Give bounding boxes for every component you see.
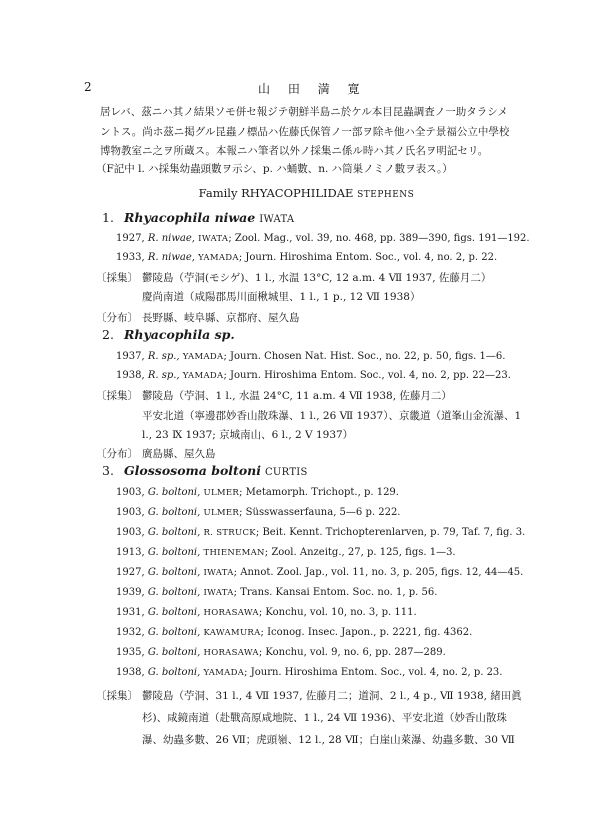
species-name: Rhyacophila sp. <box>124 327 235 342</box>
collection-line: 鬱陵島（苧洞、1 l., 水温 24°C, 11 a.m. 4 Ⅶ 1938, 佐藤月二） <box>142 390 452 402</box>
species-author: CURTIS <box>264 467 308 478</box>
species-number: 2. <box>102 327 114 342</box>
distribution-label: 〔分布〕 <box>96 312 138 324</box>
species-author: IWATA <box>259 214 295 225</box>
collection-label: 〔採集〕 <box>96 272 138 284</box>
collection-line: 鬱陵島（苧洞、31 l., 4 Ⅶ 1937, 佐藤月二；道洞、2 l., 4 p., Ⅶ 1938, 緒田眞 <box>142 690 522 702</box>
species-number: 1. <box>102 210 114 225</box>
collection-line: 平安北道（寧邊郡妙香山散珠瀑、1 l., 26 Ⅶ 1937）、京畿道（道峯山金流瀑、1 <box>142 410 522 422</box>
reference-line: 1938, G. boltoni, YAMADA; Journ. Hiroshima Entom. Soc., vol. 4, no. 2, p. 23. <box>116 667 503 678</box>
reference-line: 1932, G. boltoni, KAWAMURA; Iconog. Insec. Japon., p. 2221, fig. 4362. <box>116 627 473 638</box>
collection-label: 〔採集〕 <box>96 390 138 402</box>
species-name: Rhyacophila niwae <box>124 210 256 225</box>
reference-line: 1927, R. niwae, IWATA; Zool. Mag., vol. 39, no. 468, pp. 389—390, figs. 191—192. <box>116 233 530 244</box>
intro-line: ントス。尚ホ茲ニ掲グル昆蟲ノ標品ハ佐藤氏保管ノ一部ヲ除キ他ハ全テ景福公立中學校 <box>100 126 510 138</box>
species-name: Glossosoma boltoni <box>124 463 261 478</box>
family-author: STEPHENS <box>357 190 415 200</box>
reference-line: 1937, R. sp., YAMADA; Journ. Chosen Nat. Hist. Soc., no. 22, p. 50, figs. 1—6. <box>116 351 506 362</box>
reference-line: 1913, G. boltoni, THIENEMAN; Zool. Anzeitg., 27, p. 125, figs. 1—3. <box>116 547 456 558</box>
distribution-text: 長野縣、岐阜縣、京都府、屋久島 <box>142 312 300 324</box>
collection-line: l., 23 Ⅸ 1937; 京城南山、6 l., 2 Ⅴ 1937） <box>142 429 354 441</box>
running-title: 山 田 満 寛 <box>258 82 367 96</box>
species-heading <box>102 210 294 225</box>
family-heading <box>0 186 613 200</box>
collection-line: 鬱陵島（苧洞(モシゲ)、1 l., 水温 13°C, 12 a.m. 4 Ⅶ 1937, 佐藤月二） <box>142 272 492 284</box>
reference-line: 1927, G. boltoni, IWATA; Annot. Zool. Jap., vol. 11, no. 3, p. 205, figs. 12, 44—45. <box>116 567 524 578</box>
reference-line: 1903, G. boltoni, R. STRUCK; Beit. Kennt. Trichopterenlarven, p. 79, Taf. 7, fig. 3. <box>116 527 526 538</box>
species-heading <box>102 463 308 478</box>
distribution-label: 〔分布〕 <box>96 448 138 460</box>
collection-line: 瀑、幼蟲多數、26 Ⅶ；虎頭嶺、12 l., 28 Ⅶ；白崖山萊瀑、幼蟲多數、30 Ⅶ <box>142 734 515 746</box>
reference-line: 1903, G. boltoni, ULMER; Metamorph. Trichopt., p. 129. <box>116 487 399 498</box>
reference-line: 1938, R. sp., YAMADA; Journ. Hiroshima Entom. Soc., vol. 4, no. 2, pp. 22—23. <box>116 370 511 381</box>
reference-line: 1933, R. niwae, YAMADA; Journ. Hiroshima Entom. Soc., vol. 4, no. 2, p. 22. <box>116 252 498 263</box>
species-number: 3. <box>102 463 114 478</box>
intro-line: 居レバ、茲ニハ其ノ結果ソモ併セ報ジテ朝鮮半島ニ於ケル本目昆蟲調査ノ一助タラシメ <box>100 106 508 118</box>
intro-line: 博物教室ニ之ヲ所蔵ス。本報ニハ筆者以外ノ採集ニ係ル時ハ其ノ氏名ヲ明記セリ。 <box>100 145 489 157</box>
reference-line: 1931, G. boltoni, HORASAWA; Konchu, vol. 10, no. 3, p. 111. <box>116 607 417 618</box>
collection-line: 杉)、咸鏡南道（赴戰高原咸地院、1 l., 24 Ⅶ 1936)、平安北道（妙香山散珠 <box>142 712 507 724</box>
intro-note: （F記中 l. ハ採集幼蟲頭數ヲ示シ、p. ハ蛹數、n. ハ筒巣ノミノ數ヲ表ス。） <box>96 163 453 175</box>
collection-line: 慶尚南道（咸陽郡馬川面楸城里、1 l., 1 p., 12 Ⅶ 1938） <box>142 291 421 303</box>
distribution-text: 廣島縣、屋久島 <box>142 448 216 460</box>
reference-line: 1939, G. boltoni, IWATA; Trans. Kansai Entom. Soc. no. 1, p. 56. <box>116 587 438 598</box>
reference-line: 1935, G. boltoni, HORASAWA; Konchu, vol. 9, no. 6, pp. 287—289. <box>116 647 446 658</box>
reference-line: 1903, G. boltoni, ULMER; Süsswasserfauna, 5—6 p. 222. <box>116 507 401 518</box>
collection-label: 〔採集〕 <box>96 690 138 702</box>
family-name: Family RHYACOPHILIDAE <box>198 186 354 200</box>
species-heading <box>102 327 235 342</box>
page-number: 2 <box>84 80 92 94</box>
